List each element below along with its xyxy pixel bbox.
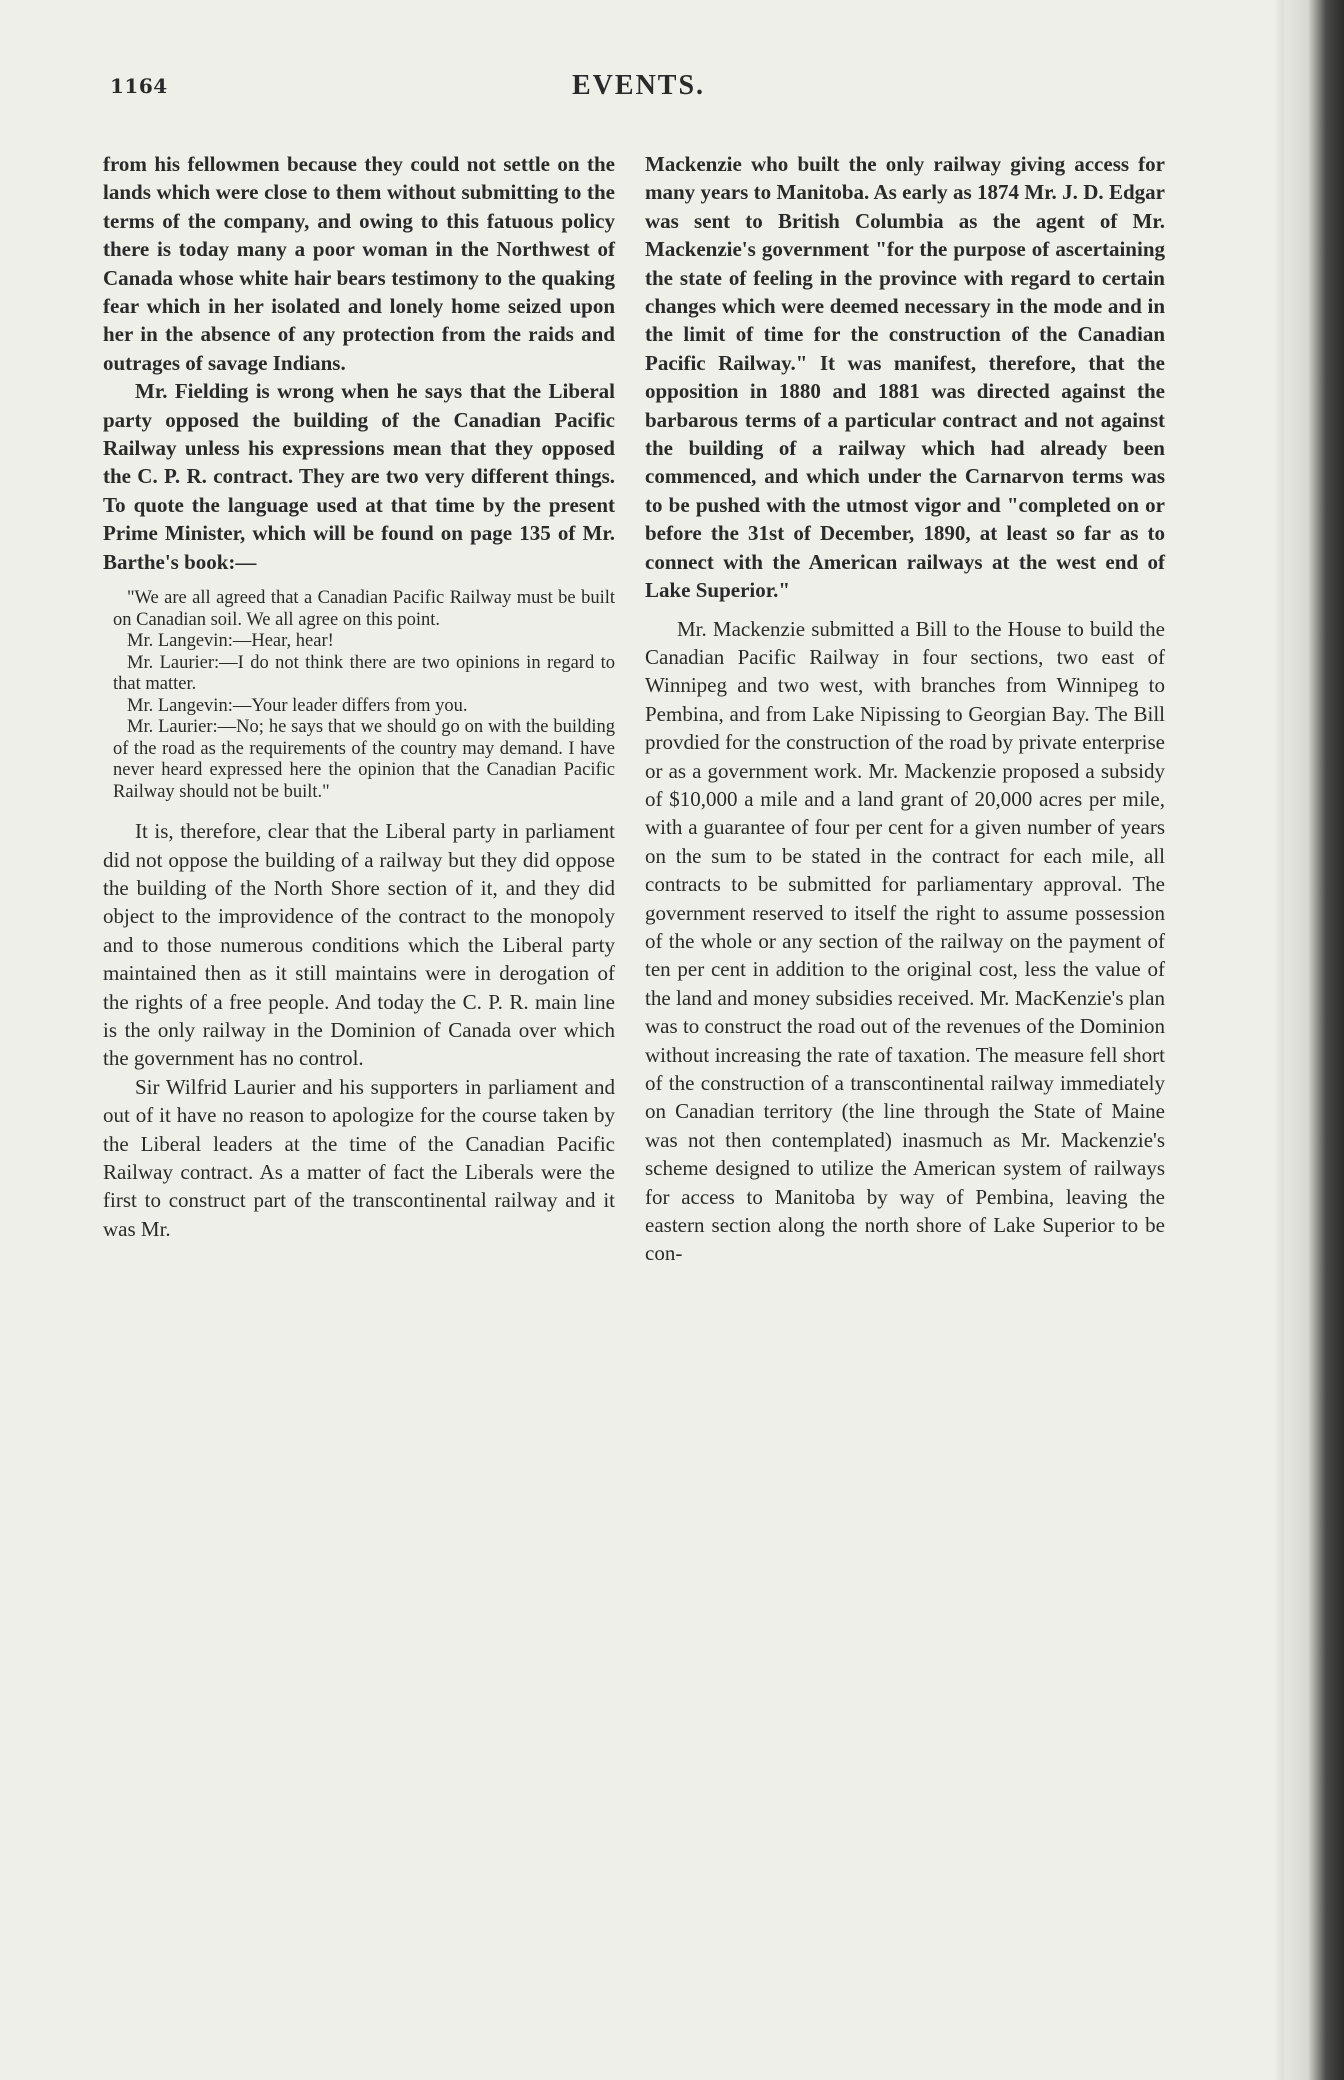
right-column xyxy=(645,150,1165,1770)
block-quote xyxy=(113,588,615,803)
quote-line: Mr. Langevin:—Your leader differs from you. xyxy=(127,695,468,716)
page-number: 1164 xyxy=(110,74,168,98)
paragraph: from his fellowmen because they could not settle on the lands which were close to them without submitting to the terms of the company, and owing to this fatuous policy there is today many a poor woman in the Northwest of Canada whose white hair bears testimony to the quaking fear which in her isolated and lonely home seized upon her in the absence of any protection from the raids and outrages of savage Indians. xyxy=(103,152,615,375)
left-column xyxy=(103,150,615,1770)
paragraph: Sir Wilfrid Laurier and his supporters in parliament and out of it have no reason to apologize for the course taken by the Liberal leaders at the time of the Canadian Pacific Railway contract. As a matter of fact the Liberals were the first to construct part of the transcontinental railway and it was Mr. xyxy=(103,1074,615,1241)
paragraph: Mackenzie who built the only railway giving access for many years to Manitoba. As early as 1874 Mr. J. D. Edgar was sent to British Columbia as the agent of Mr. Mackenzie's government "for the purpose of ascertaining the state of feeling in the province with regard to certain changes which were deemed necessary in the mode and in the limit of time for the construction of the Canadian Pacific Railway." It was manifest, therefore, that the opposition in 1880 and 1881 was directed against the barbarous terms of a particular contract and not against the building of a railway which had already been commenced, and which under the Carnarvon terms was to be pushed with the utmost vigor and "completed on or before the 31st of December, 1890, at least so far as to connect with the American railways at the west end of Lake Superior." xyxy=(645,152,1165,603)
paragraph: It is, therefore, clear that the Liberal party in parliament did not oppose the building of a railway but they did oppose the building of the North Shore section of it, and they did object to the improvidence of the contract to the monopoly and to those numerous conditions which the Liberal party maintained then as it still maintains were in derogation of the rights of a free people. And today the C. P. R. main line is the only railway in the Dominion of Canada over which the government has no control. xyxy=(103,819,615,1071)
quote-line: Mr. Laurier:—I do not think there are two opinions in regard to that matter. xyxy=(113,652,615,695)
page-gutter-shadow xyxy=(1274,0,1284,2080)
page-header xyxy=(110,70,1170,110)
paragraph: Mr. Fielding is wrong when he says that the Liberal party opposed the building of the Canadian Pacific Railway unless his expressions mean that they opposed the C. P. R. contract. They are two very different things. To quote the language used at that time by the present Prime Minister, which will be found on page 135 of Mr. Barthe's book:— xyxy=(103,379,615,574)
running-title: EVENTS. xyxy=(572,70,706,101)
page-edge xyxy=(1284,0,1344,2080)
paragraph: Mr. Mackenzie submitted a Bill to the House to build the Canadian Pacific Railway in four sections, two east of Winnipeg and two west, with branches from Winnipeg to Pembina, and from Lake Nipissing to Georgian Bay. The Bill provdied for the construction of the road by private enterprise or as a government work. Mr. Mackenzie proposed a subsidy of $10,000 a mile and a land grant of 20,000 acres per mile, with a guarantee of four per cent for a given number of years on the sum to be stated in the contract for each mile, all contracts to be submitted for parliamentary approval. The government reserved to itself the right to assume possession of the whole or any section of the railway on the payment of ten per cent in addition to the original cost, less the value of the land and money subsidies received. Mr. MacKenzie's plan was to construct the road out of the revenues of the Dominion without increasing the rate of taxation. The measure fell short of the construction of a transcontinental railway immediately on Canadian territory (the line through the State of Maine was not then contemplated) inasmuch as Mr. Mackenzie's scheme designed to utilize the American system of railways for access to Manitoba by way of Pembina, leaving the eastern section along the north shore of Lake Superior to be con- xyxy=(645,616,1165,1266)
quote-line: Mr. Laurier:—No; he says that we should go on with the building of the road as the requirements of the country may demand. I have never heard expressed here the opinion that the Canadian Pacific Railway should not be built." xyxy=(113,717,615,802)
quote-line: "We are all agreed that a Canadian Pacific Railway must be built on Canadian soil. We all agree on this point. xyxy=(113,588,615,630)
quote-line: Mr. Langevin:—Hear, hear! xyxy=(127,631,334,652)
